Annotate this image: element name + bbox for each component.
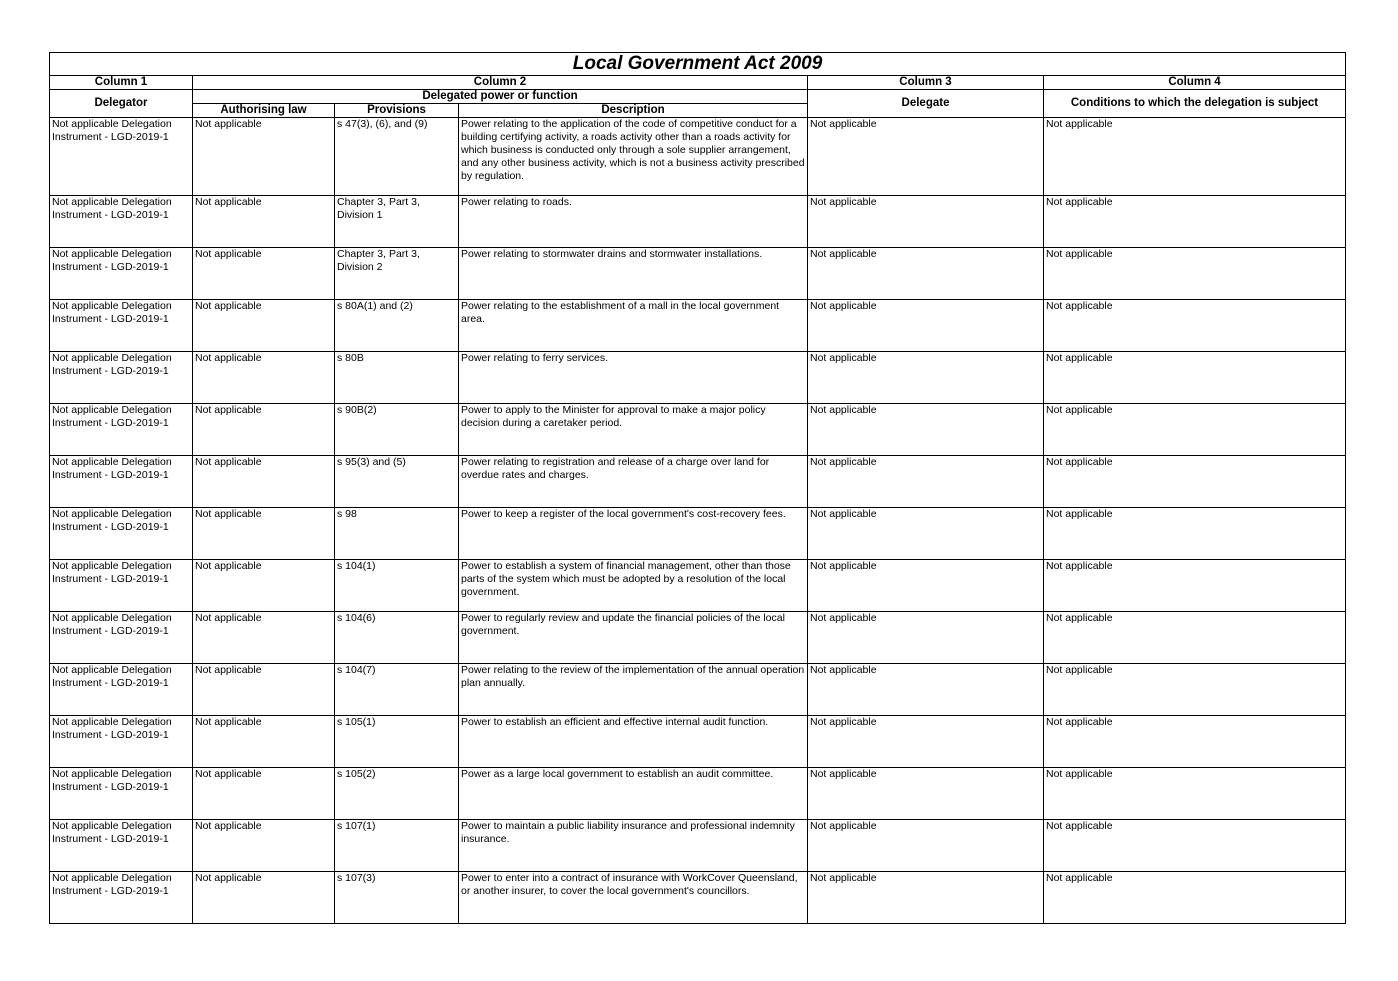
table-row — [50, 248, 1346, 300]
authorising-law-cell: Not applicable — [193, 118, 335, 196]
authorising-law-cell: Not applicable — [193, 352, 335, 404]
provisions-cell: s 104(7) — [335, 664, 459, 716]
conditions-cell: Not applicable — [1044, 404, 1346, 456]
delegate-cell: Not applicable — [808, 716, 1044, 768]
provisions-cell: s 107(3) — [335, 872, 459, 924]
delegate-cell: Not applicable — [808, 664, 1044, 716]
description-cell: Power to establish an efficient and effective internal audit function. — [459, 716, 808, 768]
delegate-cell: Not applicable — [808, 118, 1044, 196]
authorising-law-header: Authorising law — [193, 104, 335, 118]
table-row — [50, 612, 1346, 664]
authorising-law-cell: Not applicable — [193, 820, 335, 872]
table-row — [50, 118, 1346, 196]
description-cell: Power as a large local government to establish an audit committee. — [459, 768, 808, 820]
provisions-cell: Chapter 3, Part 3, Division 1 — [335, 196, 459, 248]
conditions-cell: Not applicable — [1044, 508, 1346, 560]
table-row — [50, 872, 1346, 924]
description-cell: Power to enter into a contract of insurance with WorkCover Queensland, or another insurer, to cover the local government's councillors. — [459, 872, 808, 924]
conditions-cell: Not applicable — [1044, 456, 1346, 508]
description-cell: Power to keep a register of the local government's cost-recovery fees. — [459, 508, 808, 560]
conditions-cell: Not applicable — [1044, 560, 1346, 612]
delegate-cell: Not applicable — [808, 300, 1044, 352]
description-cell: Power to maintain a public liability insurance and professional indemnity insurance. — [459, 820, 808, 872]
delegator-header: Delegator — [50, 90, 193, 118]
table-row — [50, 196, 1346, 248]
description-cell: Power relating to the application of the code of competitive conduct for a building certifying activity, a roads activity other than a roads activity for which business is conducted only through a sole supplier arrangement, and any other business activity, which is not a business activity prescribed by regulation. — [459, 118, 808, 196]
description-cell: Power relating to the review of the implementation of the annual operation plan annually. — [459, 664, 808, 716]
authorising-law-cell: Not applicable — [193, 404, 335, 456]
conditions-cell: Not applicable — [1044, 300, 1346, 352]
delegate-cell: Not applicable — [808, 872, 1044, 924]
table-row — [50, 508, 1346, 560]
delegator-cell: Not applicable Delegation Instrument - LGD-2019-1 — [50, 560, 193, 612]
provisions-cell: s 90B(2) — [335, 404, 459, 456]
description-cell: Power relating to ferry services. — [459, 352, 808, 404]
authorising-law-cell: Not applicable — [193, 560, 335, 612]
column-3-header: Column 3 — [808, 76, 1044, 90]
delegator-cell: Not applicable Delegation Instrument - LGD-2019-1 — [50, 508, 193, 560]
description-cell: Power relating to the establishment of a mall in the local government area. — [459, 300, 808, 352]
authorising-law-cell: Not applicable — [193, 716, 335, 768]
conditions-cell: Not applicable — [1044, 118, 1346, 196]
delegate-cell: Not applicable — [808, 560, 1044, 612]
delegator-cell: Not applicable Delegation Instrument - LGD-2019-1 — [50, 820, 193, 872]
provisions-cell: s 104(6) — [335, 612, 459, 664]
conditions-cell: Not applicable — [1044, 612, 1346, 664]
provisions-cell: s 47(3), (6), and (9) — [335, 118, 459, 196]
delegation-table — [49, 52, 1346, 924]
delegate-cell: Not applicable — [808, 248, 1044, 300]
conditions-cell: Not applicable — [1044, 664, 1346, 716]
provisions-cell: s 105(2) — [335, 768, 459, 820]
conditions-cell: Not applicable — [1044, 716, 1346, 768]
delegator-cell: Not applicable Delegation Instrument - LGD-2019-1 — [50, 118, 193, 196]
delegator-cell: Not applicable Delegation Instrument - LGD-2019-1 — [50, 612, 193, 664]
authorising-law-cell: Not applicable — [193, 300, 335, 352]
table-row — [50, 404, 1346, 456]
delegator-cell: Not applicable Delegation Instrument - LGD-2019-1 — [50, 352, 193, 404]
delegate-cell: Not applicable — [808, 456, 1044, 508]
delegate-cell: Not applicable — [808, 768, 1044, 820]
column-2-header: Column 2 — [193, 76, 808, 90]
authorising-law-cell: Not applicable — [193, 248, 335, 300]
description-cell: Power to apply to the Minister for approval to make a major policy decision during a caretaker period. — [459, 404, 808, 456]
table-row — [50, 768, 1346, 820]
authorising-law-cell: Not applicable — [193, 456, 335, 508]
provisions-cell: s 98 — [335, 508, 459, 560]
authorising-law-cell: Not applicable — [193, 612, 335, 664]
delegator-cell: Not applicable Delegation Instrument - LGD-2019-1 — [50, 768, 193, 820]
authorising-law-cell: Not applicable — [193, 664, 335, 716]
description-header: Description — [459, 104, 808, 118]
delegator-cell: Not applicable Delegation Instrument - LGD-2019-1 — [50, 248, 193, 300]
delegator-cell: Not applicable Delegation Instrument - LGD-2019-1 — [50, 300, 193, 352]
conditions-cell: Not applicable — [1044, 820, 1346, 872]
delegate-cell: Not applicable — [808, 352, 1044, 404]
table-row — [50, 300, 1346, 352]
conditions-cell: Not applicable — [1044, 768, 1346, 820]
delegator-cell: Not applicable Delegation Instrument - LGD-2019-1 — [50, 456, 193, 508]
table-body — [50, 118, 1346, 924]
provisions-cell: s 107(1) — [335, 820, 459, 872]
column-1-header: Column 1 — [50, 76, 193, 90]
provisions-cell: s 95(3) and (5) — [335, 456, 459, 508]
conditions-cell: Not applicable — [1044, 872, 1346, 924]
delegator-cell: Not applicable Delegation Instrument - LGD-2019-1 — [50, 196, 193, 248]
table-row — [50, 352, 1346, 404]
authorising-law-cell: Not applicable — [193, 508, 335, 560]
delegate-header: Delegate — [808, 90, 1044, 118]
description-cell: Power relating to registration and release of a charge over land for overdue rates and charges. — [459, 456, 808, 508]
table-row — [50, 456, 1346, 508]
delegator-cell: Not applicable Delegation Instrument - LGD-2019-1 — [50, 404, 193, 456]
document-title: Local Government Act 2009 — [50, 53, 1346, 76]
delegator-cell: Not applicable Delegation Instrument - LGD-2019-1 — [50, 716, 193, 768]
provisions-cell: s 80B — [335, 352, 459, 404]
delegate-cell: Not applicable — [808, 508, 1044, 560]
description-cell: Power relating to stormwater drains and stormwater installations. — [459, 248, 808, 300]
authorising-law-cell: Not applicable — [193, 872, 335, 924]
table-row — [50, 716, 1346, 768]
delegator-cell: Not applicable Delegation Instrument - LGD-2019-1 — [50, 664, 193, 716]
description-cell: Power to regularly review and update the financial policies of the local government. — [459, 612, 808, 664]
description-cell: Power relating to roads. — [459, 196, 808, 248]
provisions-cell: s 104(1) — [335, 560, 459, 612]
conditions-header: Conditions to which the delegation is subject — [1044, 90, 1346, 118]
provisions-cell: s 105(1) — [335, 716, 459, 768]
provisions-cell: s 80A(1) and (2) — [335, 300, 459, 352]
delegate-cell: Not applicable — [808, 612, 1044, 664]
delegate-cell: Not applicable — [808, 820, 1044, 872]
table-row — [50, 820, 1346, 872]
delegate-cell: Not applicable — [808, 196, 1044, 248]
conditions-cell: Not applicable — [1044, 196, 1346, 248]
table-row — [50, 664, 1346, 716]
authorising-law-cell: Not applicable — [193, 196, 335, 248]
provisions-header: Provisions — [335, 104, 459, 118]
conditions-cell: Not applicable — [1044, 248, 1346, 300]
delegate-cell: Not applicable — [808, 404, 1044, 456]
authorising-law-cell: Not applicable — [193, 768, 335, 820]
description-cell: Power to establish a system of financial management, other than those parts of the system which must be adopted by a resolution of the local government. — [459, 560, 808, 612]
delegated-power-header: Delegated power or function — [193, 90, 808, 104]
delegator-cell: Not applicable Delegation Instrument - LGD-2019-1 — [50, 872, 193, 924]
table-row — [50, 560, 1346, 612]
conditions-cell: Not applicable — [1044, 352, 1346, 404]
column-4-header: Column 4 — [1044, 76, 1346, 90]
provisions-cell: Chapter 3, Part 3, Division 2 — [335, 248, 459, 300]
